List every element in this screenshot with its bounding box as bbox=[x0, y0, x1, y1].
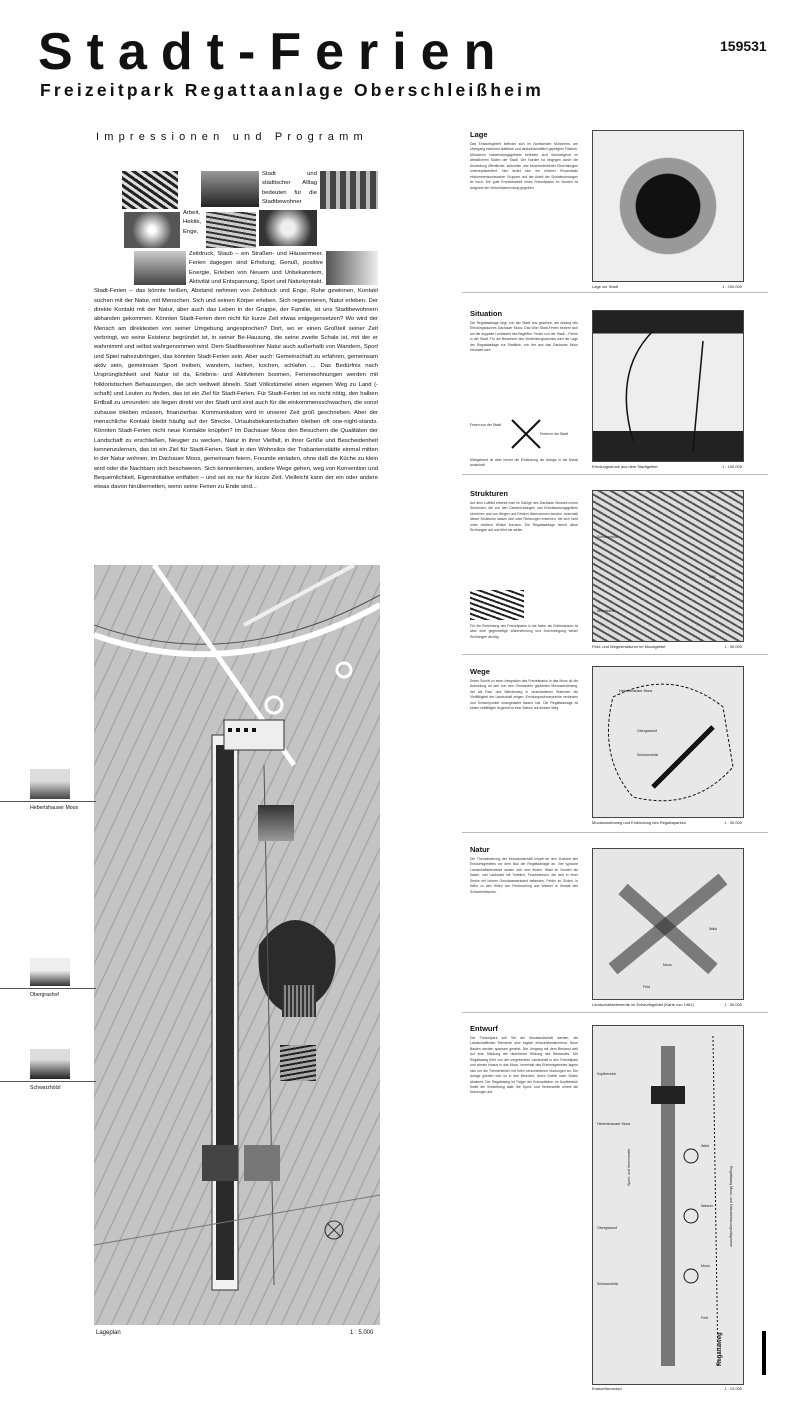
section-heading-lage: Lage bbox=[470, 130, 488, 139]
map-label: Moos bbox=[701, 1264, 710, 1268]
section-note-strukturen: Für die Einbindung des Freizeitparks in die Natur als Erlebnisraum ist aber eine gegenseitige Wahrnehmung und Durchdringung beider Richtungen wichtig. bbox=[470, 624, 578, 639]
map-label: Schwarzhölzl bbox=[637, 753, 659, 757]
section-heading-wege: Wege bbox=[470, 667, 490, 676]
map-label: Wald bbox=[709, 927, 718, 931]
location-label: Hebertshauser Moos bbox=[30, 805, 79, 811]
intro-heading: Impressionen und Programm bbox=[96, 131, 368, 143]
wege-route bbox=[593, 667, 743, 817]
section-divider bbox=[462, 832, 768, 833]
map-label: Obergrashof bbox=[637, 729, 657, 733]
map-caption-situation: Erholungsdruck aus dem Stadtgebiet bbox=[592, 464, 658, 469]
situation-arrows bbox=[593, 311, 743, 461]
section-divider bbox=[462, 654, 768, 655]
section-text-natur: Die Thematisierung der Mooslandschaft knüpft an den Zustand des Entwurfsgebietes vor dem Bau der Regattaanlage an. Vier typische Landschaftselemente lassen sich dort finden: Wald im Norden als Nadel- und Laubwald mit Torfstich, Feuchtwiesen, die sich in einer Senke mit hohem Grundwasserstand befanden, Felder im Süden, in Nähe zu den Höfen von Feldmoching und Wasser in Gestalt des Schwebelbaches. bbox=[470, 857, 578, 894]
map-label: Wald bbox=[701, 1144, 710, 1148]
intro-paragraph: Stadt und städtischer Alltag bedeuten für die Stadtbewohner Arbeit, Hektik, Enge, Zeitdruck, Staub – ein Straßen- und Häusermeer. Ferien dagegen sind Erholung, Genuß, positive Energie, Erleben von Neuem und Unbekanntem, Aktivität und Entspannung, Sport und Naturkontakt. Stadt-Ferien – das könnte heißen, Abstand nehmen von Zeitdruck und Enge, Ruhe gewinnen, Kontakt suchen mit der Natur, mit Menschen. Sich und seinen Körper erleben. Sich regenerieren, Natur erleben. Der direkte Kontakt mit der Natur, aber auch das Leben in der Gruppe, der Familie, ist uns Stadtbewohnern abhanden gekommen. Könnten Stadt-Ferien dem nicht für kurze Zeit etwas entgegensetzen? Wo wird der Mensch am direktesten von seiner Umgebung angesprochen? Dort, wo er einen Großteil seiner Zeit verbringt, wo seine Existenz begründet ist, in seiner Be-Hausung, die seine zweite Schale ist, mit der er wahrnimmt und selbst wahrgenommen wird. Dem Stadtbewohner Natur auch außerhalb von Wandern, Sport und Spiel nahezubringen, das könnten Stadt-Ferien sein. Aber auch: Gemeinschaft zu erfahren, gemeinsam aktiv sein, gemeinsam Sport treiben, wandern, lachen, kochen, schlafen ... Das Bedürfnis nach Ursprünglichkeit und Natur ist da, Erlebnis- und Aktivferien boomen, Ferienwohnungen werden mit folkloristischen Behausungen, die sich weltweit ähneln. Statt Völkstümelei einen eigenen Weg zu Land (-schaft) und Leuten zu finden, das ist ein Ziel für Stadt-Ferien. Für Stadt-Ferien ist es nicht nötig, den halben Erdball zu umrunden: sie liegen direkt vor der Stadt und sind auch für die einkommensschwachen, die sonst zuhause bleiben müssen, finanzierbar. Kommunikation wird in unserer Zeit groß geschrieben. Aber der menschliche Kontakt bleibt häufig auf der Strecke. Urlaubsbekanntschaften bleiben oft one-night-stands. Könnten Stadt-Ferien nicht neue Kontakte knüpfen? Im Dachauer Moos den Besuchern die Qualitäten der Landschaft zu erschließen, Neugier zu wecken, Natur in ihrer Vielfalt, in ihrer Größe und Bescheidenheit kennenzulernen, das ist ein Ziel für Stadt-Ferien. Statt in den Wohnsilos der Trabantenstädte einmal mitten in der Natur wohnen, im Dachauer Moos, gemeinsam feiern, Freunde einladen, ohne daß die Küche zu klein wird oder die Nachbarn sich beschweren. Sich kennenlernen, andere Wege gehen, weg von Konvention und Bequemlichkeit, Eigeninitiative entfalten – und sei es nur für kurze Zeit. Vielleicht kann der ein oder andere etwas davon hinübernetten, wenn seine Ferien zu Ende sind... bbox=[94, 171, 378, 491]
section-text-entwurf: Der Freizeitpark soll Teil der Mooslandschaft werden, die Landschaftlichen Elemente sind folglich entwurfsbestimmend. Neue Bauten werden sparsam gesetzt. Der Umgang mit dem Bestand zielt auf eine Stärkung der räumlichen Wirkung des Bestandes. Die Regattaweg führt von der umgebenden Landschaft in den Freizeitpark und wieder hinaus in das Moos. Innerhalb des Erlebnisgebietes lagern sich um die Themenfelder mit ihren verschiedenen Nutzungen an. Die Anlage gliedert sich so in drei Bereiche, deren Dichte nach Süden abnimmt: Der Regattaweg ist Träger der Entwurfsidee; im Kopfbereich findet die Verdichtung statt; die Sport- und Vereinsseite nimmt die Nutzungen auf. bbox=[470, 1036, 578, 1095]
entwurf-drawing bbox=[593, 1026, 743, 1384]
section-heading-situation: Situation bbox=[470, 309, 503, 318]
diagram-label-right: Ferien in der Stadt bbox=[540, 432, 568, 436]
natur-drawing bbox=[593, 849, 743, 999]
section-divider bbox=[462, 1012, 768, 1013]
impression-photo bbox=[201, 171, 259, 207]
map-entwurf bbox=[592, 1025, 744, 1385]
strukturen-sketch bbox=[470, 590, 524, 620]
map-scale-lage: 1 : 200.000 bbox=[721, 284, 742, 289]
map-label: Hebertshauser Moos bbox=[597, 1122, 631, 1126]
leader-line bbox=[0, 801, 96, 802]
map-scale-wege: 1 : 30.000 bbox=[724, 820, 742, 825]
map-scale-natur: 1 : 30.000 bbox=[724, 1002, 742, 1007]
poster-title: Stadt-Ferien bbox=[38, 23, 510, 81]
impression-photo bbox=[206, 212, 256, 248]
section-text-lage: Das Entwurfsgebiet befindet sich im Nordwesten Münchens, am Übergang zwischen städtisch und landwirtschaftlich geprägten Flächen. Münchens Naherholungsgebiete befinden sich überwiegend im attraktiveren Süden der Stadt. Der Norden ist hingegen durch die Ansiedlung öffentlicher, kultureller und freizeitorientierter Einrichtungen unterrepräsentiert. Hier findet sich ein höherer Prozentsatz einkommensschwacher Gruppen und der Anteil der Sozialwohnungen ist hoch. Die gute Erreichbarkeit eines Freizeitparks im Norden ist aufgrund der Verkehrsanbindung gegeben. bbox=[470, 142, 578, 190]
map-caption-wege: Mooswanderweg und Einbindung des Regattaparkes bbox=[592, 820, 686, 825]
intro-text-block bbox=[94, 170, 378, 493]
map-label: Schwarzhölzl bbox=[597, 1282, 619, 1286]
leader-line bbox=[0, 988, 96, 989]
impression-photo bbox=[124, 212, 180, 248]
diagram-label-left: Ferien von der Stadt bbox=[470, 423, 501, 427]
section-divider bbox=[462, 292, 768, 293]
map-label: Feld bbox=[701, 1316, 708, 1320]
map-label: Feld bbox=[643, 985, 650, 989]
edge-bar bbox=[762, 1331, 766, 1375]
map-label: Regattaweg bbox=[717, 1332, 723, 1366]
location-label: Schwarzhölzl bbox=[30, 1085, 61, 1091]
section-heading-entwurf: Entwurf bbox=[470, 1024, 498, 1033]
map-situation bbox=[592, 310, 744, 462]
map-label: Hebertshauser Moos bbox=[619, 689, 653, 693]
poster-subtitle: Freizeitpark Regattaanlage Oberschleißheim bbox=[40, 80, 544, 100]
location-photo-obergrashof bbox=[30, 958, 70, 986]
site-plan-label: Lageplan bbox=[96, 1330, 121, 1336]
site-photo bbox=[280, 1045, 316, 1081]
location-photo-hebertshausen bbox=[30, 769, 70, 799]
map-natur bbox=[592, 848, 744, 1000]
entry-number: 159531 bbox=[720, 38, 767, 54]
map-strukturen bbox=[592, 490, 744, 642]
map-caption-lage: Lage zur Stadt bbox=[592, 284, 619, 289]
location-photo-schwarzhoelzl bbox=[30, 1049, 70, 1079]
map-label: Würmkanal bbox=[597, 609, 616, 613]
map-lage bbox=[592, 130, 744, 282]
map-label: Kopfbereich bbox=[597, 1072, 617, 1076]
impression-photo bbox=[320, 171, 378, 209]
site-photo bbox=[258, 805, 294, 841]
impression-photo bbox=[259, 210, 317, 246]
map-side-label: Regattaweg Moos- und Naturbebauungsdiagramm bbox=[729, 1166, 733, 1247]
site-photo bbox=[202, 1145, 238, 1181]
map-caption-strukturen: Feld- und Wegestrukturen im Mooagebiet bbox=[592, 644, 666, 649]
map-scale-strukturen: 1 : 30.000 bbox=[724, 644, 742, 649]
site-photo bbox=[282, 985, 316, 1017]
location-label: Obergrashof bbox=[30, 992, 59, 998]
section-heading-strukturen: Strukturen bbox=[470, 489, 508, 498]
leader-line bbox=[0, 1081, 96, 1082]
impression-photo bbox=[134, 251, 186, 285]
map-label: Schwarzhölzl bbox=[597, 535, 619, 539]
map-caption-entwurf: Entwurfskonzept bbox=[592, 1386, 622, 1391]
map-wege bbox=[592, 666, 744, 818]
map-caption-natur: Landschaftselemente im Entwurfsgebiet (Karte von 1962) bbox=[592, 1002, 694, 1007]
map-label: Obergrashof bbox=[597, 1226, 617, 1230]
map-scale-situation: 1 : 100.000 bbox=[721, 464, 742, 469]
impression-photo bbox=[122, 171, 178, 209]
site-plan bbox=[94, 565, 380, 1325]
map-label: Wasser bbox=[701, 1204, 714, 1208]
map-scale-entwurf: 1 : 10.000 bbox=[724, 1386, 742, 1391]
site-photo bbox=[244, 1145, 280, 1181]
section-note-situation: Maßgebend ist aber immer die Einbindung der Anlage in die Moosl andschaft bbox=[470, 458, 578, 468]
section-text-situation: Die Regattaanlage liegt, von der Stadt aus gesehen, am Anfang des Erholungsraumes Dachauer Moos. Das Wort Stadt-Ferien bezieht sich auf die doppelte Lesbarkeit des Begriffes: Ferien von der Stadt – Ferien in der Stadt. Für die Bewohner des Verdichtungsraumes wird die Lage der Regattaanlage zur Startlinie, von der aus das Dachauer Moos erkundet wird. bbox=[470, 321, 578, 353]
section-heading-natur: Natur bbox=[470, 845, 490, 854]
site-plan-drawing bbox=[94, 565, 380, 1325]
map-label: Moos bbox=[663, 963, 672, 967]
site-plan-scale: 1 : 5.000 bbox=[350, 1330, 374, 1336]
section-text-strukturen: Auf dem Luftbild erkennt man im Gefüge des Dachauer Mooses innere Strukturen, die von den Dammrichtungen und Entwässerungsgräben herrühren und von Wegen und Feldern übernommen werden. Innerhalb dieser Strukturen lassen sich zwei Richtungen erkennen, die sich nicht unter rechtem Winkel kreuzen. Die Regattaanlage nimmt diese Richtungen auf und führt sie weiter. bbox=[470, 501, 578, 533]
section-text-wege: Erster Schritt zu einer Integration des Freizeitparks in das Moos ist die Anbindung an den von den Gemeinden geplanten Mooswanderweg, der als Rad- und Wanderweg in verschiedenen Stationen die Vielfältigkeit der Landschaft zeigen, Erholungsschwerpunkte verbinden und Schwerpunkte unangetastet lassen soll. Die Regattaanlage ist einem zeitfälligen Angebot ist eine Station auf diesem Weg. bbox=[470, 679, 578, 711]
impression-photo bbox=[326, 251, 378, 285]
section-divider bbox=[462, 474, 768, 475]
map-label: Sport- und Vereinsseite bbox=[627, 1148, 631, 1186]
map-label: A99 bbox=[709, 575, 716, 579]
